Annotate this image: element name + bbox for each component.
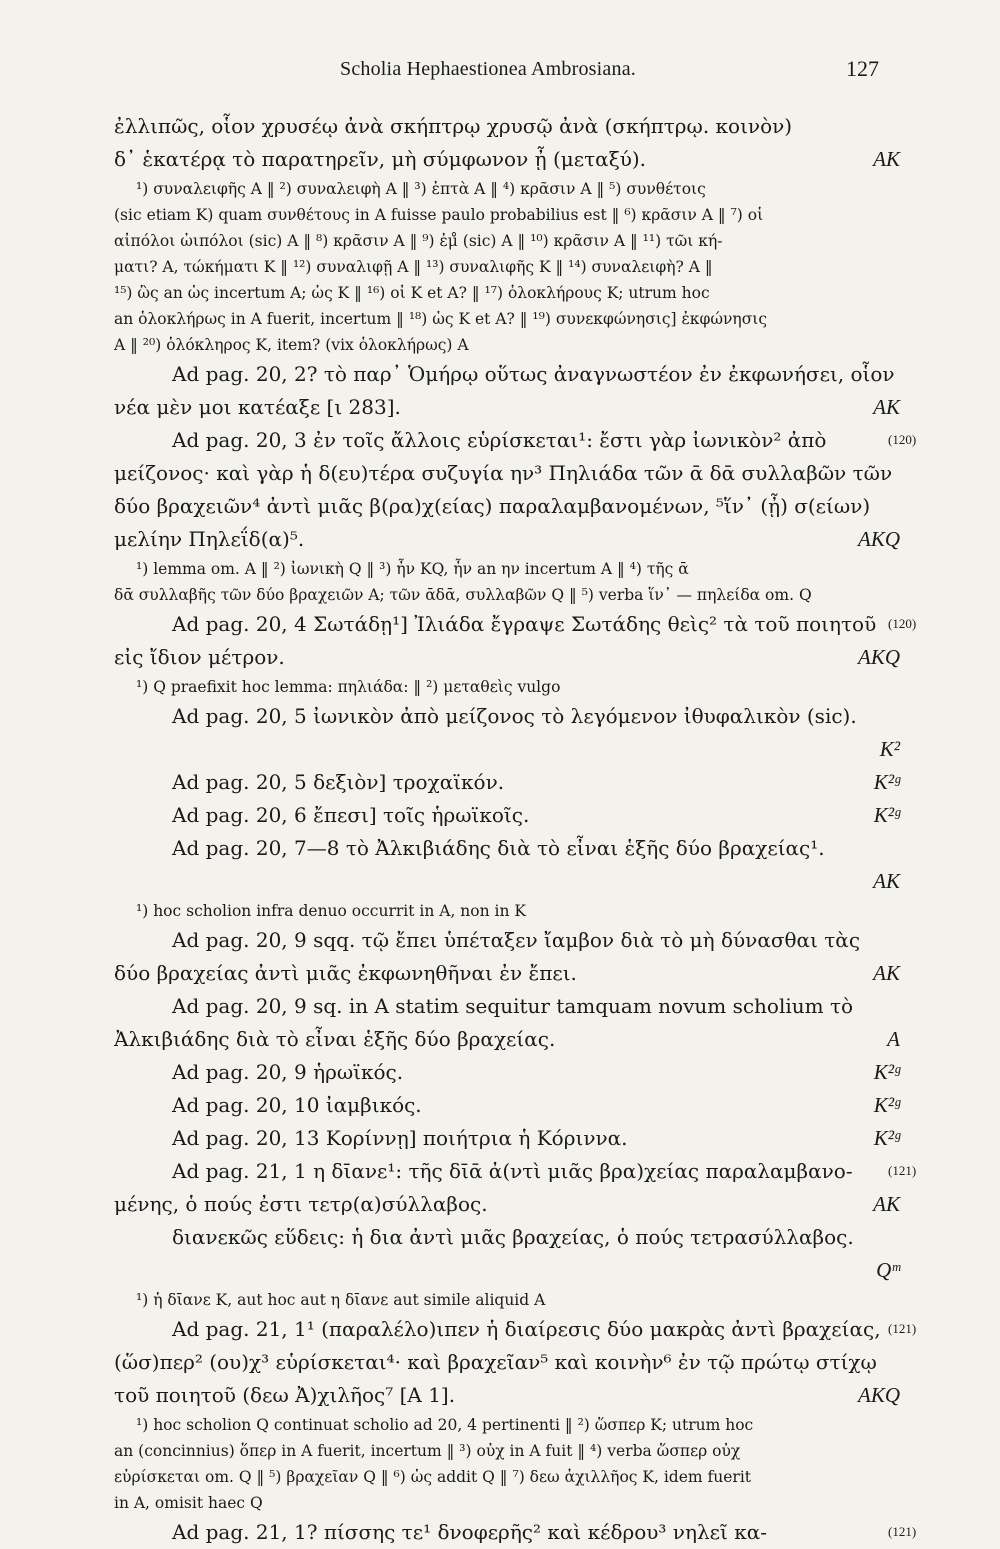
line-text: εἰς ἴδιον μέτρον. (114, 645, 285, 669)
margin-reference: (121) (888, 1321, 917, 1336)
line-text: εὑρίσκεται om. Q ‖ ⁵) βραχεῖαν Q ‖ ⁶) ὡς addit Q ‖ ⁷) δεω ἀχιλλῆος K, idem fuerit (114, 1468, 752, 1486)
line-text: Ad pag. 20, 2? τὸ παρ᾽ Ὁμήρῳ οὕτως ἀναγνωστέον ἐν ἐκφωνήσει, οἷον (172, 362, 895, 386)
line-text: ¹⁵) ὣς an ὡς incertum A; ὡς K ‖ ¹⁶) οἱ K et A? ‖ ¹⁷) ὁλοκλήρους K; utrum hoc (114, 284, 710, 302)
text-line (114, 766, 900, 799)
footnote-line (114, 1412, 900, 1438)
line-text: μελίην Πηλεΐδ(α)⁵. (114, 527, 305, 551)
line-text: διανεκῶς εὕδεις: ἡ δια ἀντὶ μιᾶς βραχείας, ὁ πούς τετρασύλλαβος. (172, 1225, 854, 1249)
manuscript-siglum: AKQ (858, 1383, 900, 1407)
line-text: (ὥσ)περ² (ου)χ³ εὑρίσκεται⁴· καὶ βραχεῖαν⁵ καὶ κοινὴν⁶ ἐν τῷ πρώτῳ στίχῳ (114, 1350, 877, 1374)
footnote-line (114, 1438, 900, 1464)
line-text: (sic etiam K) quam συνθέτους in A fuisse paulo probabilius est ‖ ⁶) κρᾶσιν A ‖ ⁷) οἱ (114, 206, 764, 224)
text-line (114, 1254, 900, 1287)
line-text: Ad pag. 20, 13 Κορίννῃ] ποιήτρια ἡ Κόριννα. (172, 1126, 628, 1150)
text-line (114, 143, 900, 176)
text-line (114, 990, 900, 1023)
line-text: Ad pag. 20, 5 δεξιὸν] τροχαϊκόν. (172, 770, 505, 794)
manuscript-siglum: AK (873, 1192, 900, 1216)
manuscript-siglum: A (887, 1027, 900, 1051)
line-text: in A, omisit haec Q (114, 1494, 263, 1512)
manuscript-siglum: AKQ (858, 527, 900, 551)
footnote-line (114, 280, 900, 306)
manuscript-siglum: AKQ (858, 645, 900, 669)
line-text: ¹) ἡ δῑανε K, aut hoc aut η δῑανε aut simile aliquid A (136, 1291, 546, 1309)
text-line (114, 799, 900, 832)
margin-reference: (120) (888, 616, 917, 631)
text-line (114, 865, 900, 898)
text-line (114, 957, 900, 990)
line-text: A ‖ ²⁰) ὁλόκληρος K, item? (vix ὁλοκλήρως) A (114, 336, 469, 354)
text-line (114, 110, 900, 143)
line-text: an ὁλοκλήρως in A fuerit, incertum ‖ ¹⁸) ὡς K et A? ‖ ¹⁹) συνεκφώνησις] ἐκφώνησις (114, 310, 768, 328)
text-line (114, 1155, 900, 1188)
line-text: τοῦ ποιητοῦ (δεω Ἀ)χιλῆος⁷ [A 1]. (114, 1383, 456, 1407)
footnote-line (114, 202, 900, 228)
page-number: 127 (846, 56, 879, 81)
footnote-line (114, 582, 900, 608)
text-body (114, 110, 900, 1549)
footnote-line (114, 1464, 900, 1490)
line-text: μείζονος· καὶ γὰρ ἡ δ(ευ)τέρα συζυγία ην³ Πηλιάδα τῶν ᾱ δᾱ συλλαβῶν τῶν (114, 461, 893, 485)
margin-reference: (121) (888, 1524, 917, 1539)
margin-reference: (120) (888, 432, 917, 447)
line-text: δύο βραχείας ἀντὶ μιᾶς ἐκφωνηθῆναι ἐν ἔπει. (114, 961, 577, 985)
text-line (114, 641, 900, 674)
line-text: δ᾽ ἑκατέρᾳ τὸ παρατηρεῖν, μὴ σύμφωνον ᾖ (μεταξύ). (114, 147, 647, 171)
line-text: ¹) συναλειφῆς A ‖ ²) συναλειφὴ A ‖ ³) ἑπτὰ A ‖ ⁴) κρᾶσιν A ‖ ⁵) συνθέτοις (136, 180, 706, 198)
footnote-line (114, 254, 900, 280)
line-text: Ad pag. 20, 3 ἐν τοῖς ἄλλοις εὑρίσκεται¹: ἔστι γὰρ ἰωνικὸν² ἀπὸ (172, 428, 827, 452)
line-text: ¹) hoc scholion infra denuo occurrit in A, non in K (136, 902, 526, 920)
line-text: ¹) lemma om. A ‖ ²) ἰωνικὴ Q ‖ ³) ἦν KQ, ἦν an ην incertum A ‖ ⁴) τῆς ᾱ (136, 560, 689, 578)
running-title: Scholia Hephaestionea Ambrosiana. (340, 58, 636, 80)
line-text: Ad pag. 21, 1¹ (παραλέλο)ιπεν ἡ διαίρεσις δύο μακρὰς ἀντὶ βραχείας, (172, 1317, 881, 1341)
line-text: Ad pag. 20, 7—8 τὸ Ἀλκιβιάδης διὰ τὸ εἶναι ἑξῆς δύο βραχείας¹. (172, 836, 825, 860)
text-line (114, 700, 900, 733)
text-line (114, 1221, 900, 1254)
text-line (114, 1516, 900, 1549)
footnote-line (114, 556, 900, 582)
text-line (114, 1346, 900, 1379)
manuscript-siglum: AK (873, 395, 900, 419)
line-text: Ad pag. 21, 1 η δῑανε¹: τῆς δῑᾱ ἀ(ντὶ μιᾶς βρα)χείας παραλαμβανο- (172, 1159, 853, 1183)
manuscript-siglum: K²ᵍ (873, 1126, 900, 1150)
text-line (114, 358, 900, 391)
line-text: Ad pag. 20, 10 ἰαμβικός. (172, 1093, 422, 1117)
manuscript-siglum: AK (873, 869, 900, 893)
text-line (114, 832, 900, 865)
text-line (114, 457, 900, 490)
line-text: Ἀλκιβιάδης διὰ τὸ εἶναι ἑξῆς δύο βραχείας. (114, 1027, 556, 1051)
text-line (114, 1188, 900, 1221)
line-text: Ad pag. 20, 9 sqq. τῷ ἔπει ὑπέταξεν ἴαμβον διὰ τὸ μὴ δύνασθαι τὰς (172, 928, 861, 952)
line-text: ματι? A, τώκήματι K ‖ ¹²) συναλιφῇ A ‖ ¹³) συναλιφῆς K ‖ ¹⁴) συναλειφὴ? A ‖ (114, 258, 713, 276)
manuscript-siglum: Qᵐ (876, 1258, 900, 1282)
text-line (114, 424, 900, 457)
line-text: an (concinnius) ὅπερ in A fuerit, incertum ‖ ³) οὐχ in A fuit ‖ ⁴) verba ὥσπερ οὐχ (114, 1442, 741, 1460)
text-line (114, 391, 900, 424)
line-text: Ad pag. 21, 1? πίσσης τε¹ δνοφερῆς² καὶ κέδρου³ νηλεῖ κα- (172, 1520, 767, 1544)
text-line (114, 608, 900, 641)
manuscript-siglum: K²ᵍ (873, 770, 900, 794)
text-line (114, 1122, 900, 1155)
text-line (114, 1056, 900, 1089)
manuscript-siglum: K²ᵍ (873, 803, 900, 827)
text-line (114, 1313, 900, 1346)
text-line (114, 523, 900, 556)
line-text: Ad pag. 20, 9 ἡρωϊκός. (172, 1060, 404, 1084)
footnote-line (114, 332, 900, 358)
text-line (114, 1089, 900, 1122)
manuscript-siglum: AK (873, 961, 900, 985)
line-text: Ad pag. 20, 9 sq. in A statim sequitur tamquam novum scholium τὸ (172, 994, 854, 1018)
footnote-line (114, 1287, 900, 1313)
line-text: ἐλλιπῶς, οἷον χρυσέῳ ἀνὰ σκήπτρῳ χρυσῷ ἀνὰ (σκήπτρῳ. κοινὸν) (114, 114, 793, 138)
footnote-line (114, 898, 900, 924)
text-line (114, 733, 900, 766)
line-text: Ad pag. 20, 4 Σωτάδῃ¹] Ἰλιάδα ἔγραψε Σωτάδης θεὶς² τὰ τοῦ ποιητοῦ (172, 612, 877, 636)
line-text: νέα μὲν μοι κατέαξε [ι 283]. (114, 395, 401, 419)
text-line (114, 490, 900, 523)
line-text: αἰπόλοι ὠιπόλοι (sic) A ‖ ⁸) κρᾶσιν A ‖ ⁹) ἐμ̊ (sic) A ‖ ¹⁰) κρᾶσιν A ‖ ¹¹) τῶι κή- (114, 232, 723, 250)
page-header (0, 58, 1000, 88)
line-text: Ad pag. 20, 5 ἰωνικὸν ἀπὸ μείζονος τὸ λεγόμενον ἰθυφαλικὸν (sic). (172, 704, 857, 728)
footnote-line (114, 176, 900, 202)
text-line (114, 1379, 900, 1412)
line-text: μένης, ὁ πούς ἐστι τετρ(α)σύλλαβος. (114, 1192, 488, 1216)
line-text: δᾱ συλλαβῆς τῶν δύο βραχειῶν A; τῶν ᾱδᾱ, συλλαβῶν Q ‖ ⁵) verba ἵν᾽ — πηλείδα om. Q (114, 586, 812, 604)
manuscript-siglum: K²ᵍ (873, 1060, 900, 1084)
footnote-line (114, 228, 900, 254)
text-line (114, 924, 900, 957)
line-text: ¹) hoc scholion Q continuat scholio ad 20, 4 pertinenti ‖ ²) ὥσπερ K; utrum hoc (136, 1416, 754, 1434)
line-text: Ad pag. 20, 6 ἔπεσι] τοῖς ἡρωϊκοῖς. (172, 803, 530, 827)
footnote-line (114, 306, 900, 332)
line-text: δύο βραχειῶν⁴ ἀντὶ μιᾶς β(ρα)χ(είας) παραλαμβανομένων, ⁵ἵν᾽ (ᾖ) σ(είων) (114, 494, 871, 518)
manuscript-siglum: AK (873, 147, 900, 171)
margin-reference: (121) (888, 1163, 917, 1178)
manuscript-siglum: K² (879, 737, 900, 761)
text-line (114, 1023, 900, 1056)
footnote-line (114, 674, 900, 700)
manuscript-siglum: K²ᵍ (873, 1093, 900, 1117)
footnote-line (114, 1490, 900, 1516)
line-text: ¹) Q praefixit hoc lemma: πηλιάδα: ‖ ²) μεταθεὶς vulgo (136, 678, 561, 696)
